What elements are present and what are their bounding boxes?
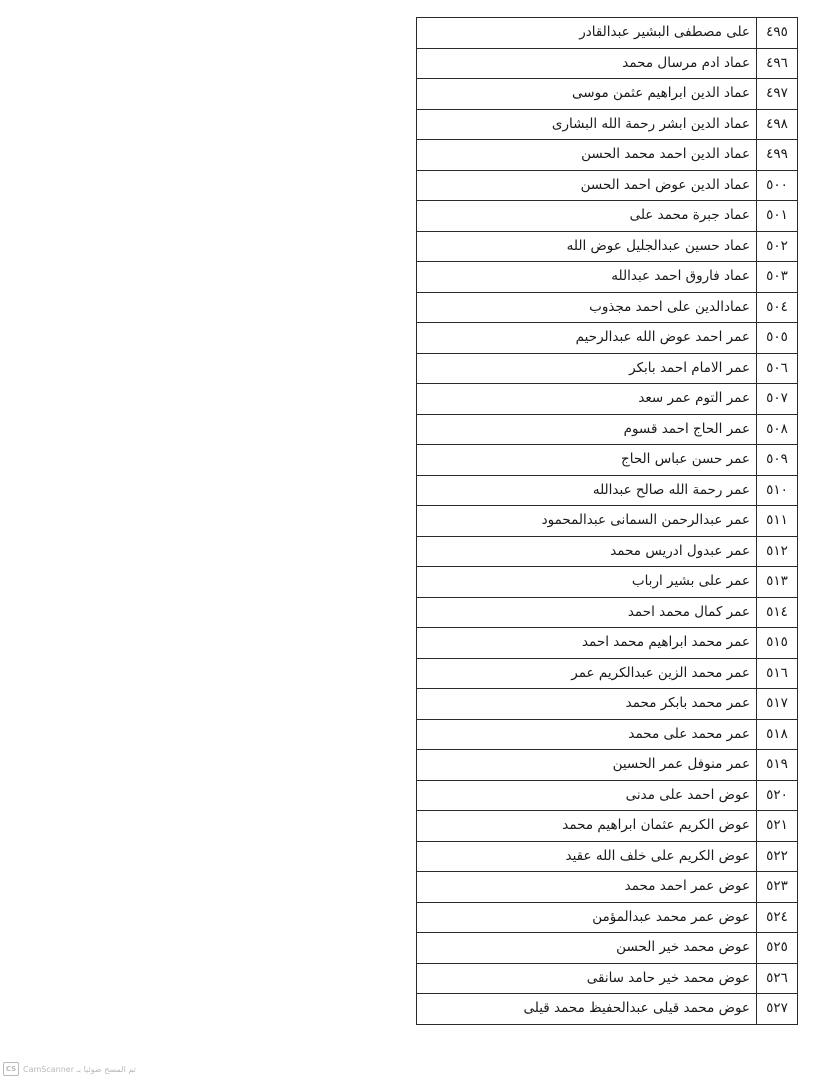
row-name: عمر عبدول ادريس محمد [417, 536, 757, 567]
row-name: عماد الدين ابشر رحمة الله البشارى [417, 109, 757, 140]
row-number: ٥٢٢ [757, 841, 798, 872]
row-number: ٥٠٩ [757, 445, 798, 476]
row-number: ٥٠٢ [757, 231, 798, 262]
row-number: ٥١١ [757, 506, 798, 537]
row-number: ٥١٠ [757, 475, 798, 506]
names-table [416, 17, 798, 1025]
row-number: ٥٢٧ [757, 994, 798, 1025]
row-number: ٥١٧ [757, 689, 798, 720]
table-row [417, 658, 798, 689]
table-row [417, 79, 798, 110]
table-row [417, 140, 798, 171]
row-number: ٥١٦ [757, 658, 798, 689]
row-number: ٥٢٤ [757, 902, 798, 933]
row-name: عوض عمر محمد عبدالمؤمن [417, 902, 757, 933]
row-name: عوض الكريم على خلف الله عقيد [417, 841, 757, 872]
table-row [417, 201, 798, 232]
row-name: عمر الحاج احمد قسوم [417, 414, 757, 445]
table-row [417, 292, 798, 323]
row-number: ٥١٤ [757, 597, 798, 628]
names-list-page [416, 17, 798, 1025]
row-number: ٥١٥ [757, 628, 798, 659]
row-number: ٥٢٦ [757, 963, 798, 994]
row-number: ٥٢١ [757, 811, 798, 842]
table-row [417, 323, 798, 354]
camscanner-watermark-text: CamScanner تم المسح ضوئيا بـ [23, 1064, 136, 1074]
row-name: عماد الدين عوض احمد الحسن [417, 170, 757, 201]
table-row [417, 628, 798, 659]
table-row [417, 567, 798, 598]
row-name: عوض محمد قيلى عبدالحفيظ محمد قيلى [417, 994, 757, 1025]
row-number: ٤٩٦ [757, 48, 798, 79]
row-name: عوض الكريم عثمان ابراهيم محمد [417, 811, 757, 842]
table-row [417, 48, 798, 79]
row-name: عماد الدين احمد محمد الحسن [417, 140, 757, 171]
row-name: عمر عبدالرحمن السمانى عبدالمحمود [417, 506, 757, 537]
row-name: عوض محمد خير حامد سانقى [417, 963, 757, 994]
row-number: ٥٠٨ [757, 414, 798, 445]
row-number: ٤٩٥ [757, 18, 798, 49]
table-row [417, 841, 798, 872]
table-row [417, 475, 798, 506]
row-number: ٥١٣ [757, 567, 798, 598]
table-row [417, 506, 798, 537]
table-row [417, 811, 798, 842]
table-row [417, 414, 798, 445]
table-row [417, 384, 798, 415]
table-row [417, 719, 798, 750]
camscanner-watermark [3, 1062, 136, 1076]
table-row [417, 963, 798, 994]
names-table-body [417, 18, 798, 1025]
row-name: عوض عمر احمد محمد [417, 872, 757, 903]
table-row [417, 933, 798, 964]
row-name: عمر حسن عباس الحاج [417, 445, 757, 476]
table-row [417, 262, 798, 293]
row-name: عماد حسين عبدالجليل عوض الله [417, 231, 757, 262]
table-row [417, 353, 798, 384]
row-name: عماد ادم مرسال محمد [417, 48, 757, 79]
table-row [417, 109, 798, 140]
row-number: ٥٠٠ [757, 170, 798, 201]
row-name: عمر على بشير ارباب [417, 567, 757, 598]
row-name: عمر محمد على محمد [417, 719, 757, 750]
table-row [417, 231, 798, 262]
row-name: عماد فاروق احمد عبدالله [417, 262, 757, 293]
row-name: عمادالدين على احمد مجذوب [417, 292, 757, 323]
row-number: ٥١٨ [757, 719, 798, 750]
table-row [417, 689, 798, 720]
row-name: على مصطفى البشير عبدالقادر [417, 18, 757, 49]
row-number: ٤٩٧ [757, 79, 798, 110]
row-number: ٥٠٧ [757, 384, 798, 415]
row-name: عوض محمد خير الحسن [417, 933, 757, 964]
row-name: عمر الامام احمد بابكر [417, 353, 757, 384]
camscanner-logo-icon: CS [3, 1062, 19, 1076]
row-name: عمر كمال محمد احمد [417, 597, 757, 628]
row-name: عماد جبرة محمد على [417, 201, 757, 232]
table-row [417, 750, 798, 781]
row-number: ٤٩٨ [757, 109, 798, 140]
row-number: ٤٩٩ [757, 140, 798, 171]
row-name: عمر احمد عوض الله عبدالرحيم [417, 323, 757, 354]
row-name: عمر منوفل عمر الحسين [417, 750, 757, 781]
row-number: ٥٠٥ [757, 323, 798, 354]
table-row [417, 994, 798, 1025]
row-number: ٥٢٥ [757, 933, 798, 964]
row-number: ٥٢٠ [757, 780, 798, 811]
row-number: ٥٠٦ [757, 353, 798, 384]
table-row [417, 902, 798, 933]
table-row [417, 597, 798, 628]
row-name: عمر محمد بابكر محمد [417, 689, 757, 720]
row-name: عماد الدين ابراهيم عثمن موسى [417, 79, 757, 110]
row-name: عمر رحمة الله صالح عبدالله [417, 475, 757, 506]
row-name: عوض احمد على مدنى [417, 780, 757, 811]
table-row [417, 872, 798, 903]
row-number: ٥٠٣ [757, 262, 798, 293]
row-name: عمر محمد ابراهيم محمد احمد [417, 628, 757, 659]
table-row [417, 780, 798, 811]
table-row [417, 536, 798, 567]
row-number: ٥٠٤ [757, 292, 798, 323]
table-row [417, 445, 798, 476]
row-number: ٥٢٣ [757, 872, 798, 903]
row-name: عمر التوم عمر سعد [417, 384, 757, 415]
row-number: ٥٠١ [757, 201, 798, 232]
row-number: ٥١٩ [757, 750, 798, 781]
table-row [417, 170, 798, 201]
row-number: ٥١٢ [757, 536, 798, 567]
table-row [417, 18, 798, 49]
row-name: عمر محمد الزين عبدالكريم عمر [417, 658, 757, 689]
